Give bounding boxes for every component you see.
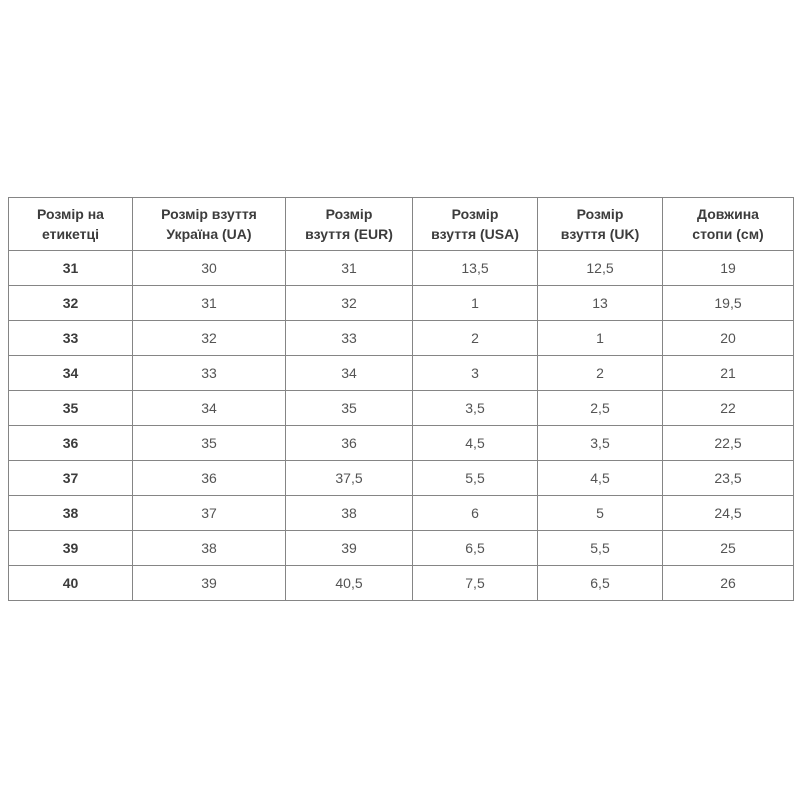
table-cell: 38 [133,531,286,566]
header-line: Розмір [451,206,499,222]
row-label-cell: 38 [9,496,133,531]
table-cell: 2 [413,321,538,356]
table-cell: 7,5 [413,566,538,601]
table-cell: 5,5 [538,531,663,566]
table-cell: 35 [133,426,286,461]
column-header-label-size [9,198,133,251]
header-line: взуття (USA) [431,226,519,242]
table-cell: 22,5 [663,426,794,461]
table-row [9,566,794,601]
table-cell: 6 [413,496,538,531]
table-cell: 13 [538,286,663,321]
header-line: Розмір [325,206,373,222]
table-cell: 19,5 [663,286,794,321]
table-cell: 23,5 [663,461,794,496]
table-cell: 37 [133,496,286,531]
table-row [9,531,794,566]
row-label-cell: 37 [9,461,133,496]
table-cell: 39 [286,531,413,566]
table-cell: 30 [133,251,286,286]
table-cell: 36 [286,426,413,461]
table-cell: 24,5 [663,496,794,531]
table-cell: 22 [663,391,794,426]
header-line: Розмір [576,206,624,222]
shoe-size-conversion-table [8,197,794,601]
header-line: стопи (см) [692,226,764,242]
column-header-foot-length [663,198,794,251]
table-row [9,321,794,356]
table-row [9,391,794,426]
table-cell: 6,5 [538,566,663,601]
table-cell: 36 [133,461,286,496]
table-cell: 32 [286,286,413,321]
header-line: Розмір на [37,206,104,222]
table-cell: 21 [663,356,794,391]
row-label-cell: 32 [9,286,133,321]
column-header-eur-size [286,198,413,251]
header-line: Розмір взуття [161,206,257,222]
table-cell: 31 [133,286,286,321]
table-cell: 19 [663,251,794,286]
table-cell: 13,5 [413,251,538,286]
table-cell: 38 [286,496,413,531]
row-label-cell: 40 [9,566,133,601]
row-label-cell: 36 [9,426,133,461]
table-row [9,461,794,496]
table-cell: 25 [663,531,794,566]
header-line: взуття (EUR) [305,226,393,242]
header-line: взуття (UK) [560,226,640,242]
header-row [9,198,794,251]
table-cell: 37,5 [286,461,413,496]
table-cell: 33 [286,321,413,356]
table-cell: 4,5 [538,461,663,496]
table-cell: 31 [286,251,413,286]
table-row [9,251,794,286]
table-cell: 32 [133,321,286,356]
table-cell: 2,5 [538,391,663,426]
table-cell: 40,5 [286,566,413,601]
row-label-cell: 39 [9,531,133,566]
row-label-cell: 35 [9,391,133,426]
table-cell: 39 [133,566,286,601]
table-cell: 6,5 [413,531,538,566]
table-cell: 5,5 [413,461,538,496]
row-label-cell: 34 [9,356,133,391]
header-line: Довжина [697,206,759,222]
table-cell: 2 [538,356,663,391]
table-cell: 3 [413,356,538,391]
table-row [9,496,794,531]
header-line: етикетці [41,226,100,242]
column-header-uk-size [538,198,663,251]
table-cell: 26 [663,566,794,601]
table-row [9,356,794,391]
table-row [9,426,794,461]
column-header-usa-size [413,198,538,251]
row-label-cell: 33 [9,321,133,356]
header-line: Україна (UA) [166,226,252,242]
table-cell: 1 [538,321,663,356]
table-cell: 34 [286,356,413,391]
column-header-ua-size [133,198,286,251]
table-cell: 3,5 [413,391,538,426]
table-cell: 3,5 [538,426,663,461]
table-cell: 20 [663,321,794,356]
table-cell: 33 [133,356,286,391]
table-cell: 34 [133,391,286,426]
table-cell: 1 [413,286,538,321]
row-label-cell: 31 [9,251,133,286]
size-table-container [8,197,793,601]
table-cell: 5 [538,496,663,531]
table-cell: 4,5 [413,426,538,461]
table-cell: 35 [286,391,413,426]
table-cell: 12,5 [538,251,663,286]
table-row [9,286,794,321]
